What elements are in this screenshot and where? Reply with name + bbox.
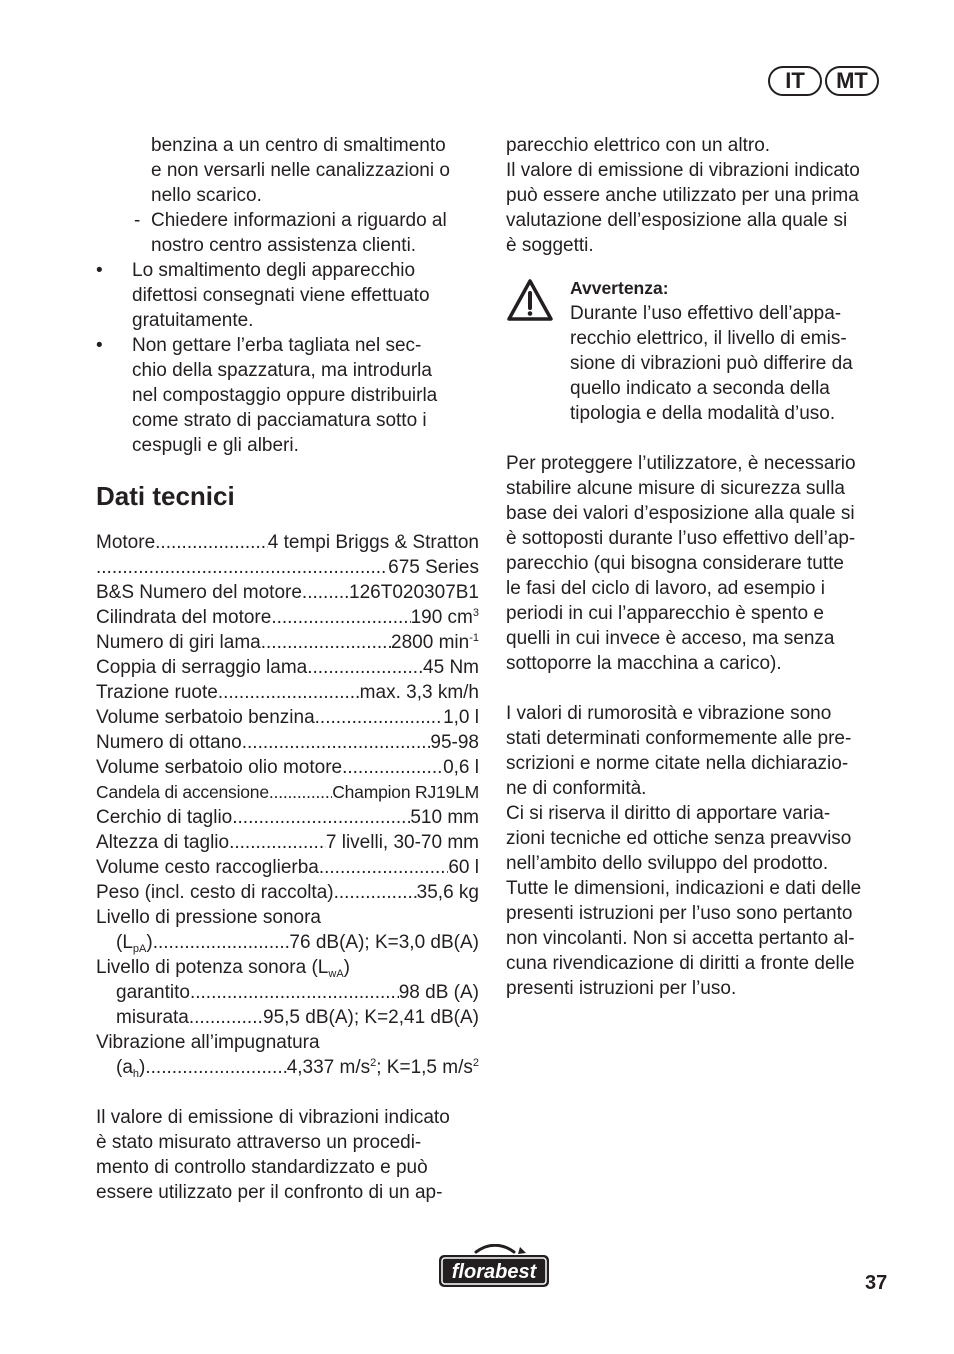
warning-triangle-icon <box>506 276 570 426</box>
text-line: benzina a un centro di smaltimento <box>151 135 446 156</box>
bullet-list-item <box>96 258 479 333</box>
section-heading: Dati tecnici <box>96 481 235 511</box>
warning-text <box>570 276 853 426</box>
text-line: è sottoposti durante l’uso effettivo dell’ap- <box>506 528 856 549</box>
text-line: nel compostaggio oppure distribuirla <box>132 385 438 406</box>
text-line: le fasi del ciclo di lavoro, ad esempio i <box>506 578 825 599</box>
text-line: come strato di pacciamatura sotto i <box>132 410 427 431</box>
spec-row-cilindrata: Cilindrata del motore ..... 190 $cm^3$ <box>96 605 479 630</box>
spec-row-altezza: Altezza di taglio ..... 7 livelli, 30-70 mm <box>96 830 479 855</box>
bullet-mark: • <box>96 335 103 356</box>
spec-title-potenza: Livello di potenza sonora $(L_{wA})$ <box>96 957 350 980</box>
spec-row-numero-motore: B&S Numero del motore ..... 126T020307B1 <box>96 580 479 605</box>
text-line: difettosi consegnati viene effettuato <box>132 285 430 306</box>
text-line: quello indicato a seconda della <box>570 378 830 399</box>
spec-row-motore: Motore ..... 4 tempi Briggs & Stratton <box>96 530 479 555</box>
language-badge-it: IT <box>768 66 822 96</box>
text-line: I valori di rumorosità e vibrazione sono <box>506 703 832 724</box>
spec-row-garantito: garantito ..... 98 dB (A) <box>96 980 479 1005</box>
spec-row-candela: Candela di accensione ..... Champion RJ19LM <box>96 780 479 805</box>
warning-box <box>506 276 890 426</box>
right-column <box>506 133 890 1001</box>
text-line: scrizioni e norme citate nella dichiarazio- <box>506 753 849 774</box>
emission-paragraph <box>96 1105 479 1205</box>
text-line: nell’ambito dello sviluppo del prodotto. <box>506 853 829 874</box>
text-line: periodi in cui l’apparecchio è spento e <box>506 603 824 624</box>
left-column <box>96 133 479 1205</box>
spec-row-olio: Volume serbatoio olio motore ..... 0,6 l <box>96 755 479 780</box>
text-line: nostro centro assistenza clienti. <box>151 235 417 256</box>
text-line: mento di controllo standardizzato e può <box>96 1157 428 1178</box>
text-line: Lo smaltimento degli apparecchio <box>132 260 416 281</box>
text-line: può essere anche utilizzato per una prima <box>506 185 859 206</box>
text-line: Il valore di emissione di vibrazioni indicato <box>96 1107 450 1128</box>
text-line: presenti istruzioni per l’uso. <box>506 978 737 999</box>
text-line: è soggetti. <box>506 235 594 256</box>
logo-text: florabest <box>451 1261 537 1283</box>
text-line: presenti istruzioni per l’uso sono pertanto <box>506 903 853 924</box>
text-line: non vincolanti. Non si accetta pertanto al- <box>506 928 855 949</box>
text-line: gratuitamente. <box>132 310 254 331</box>
text-line: valutazione dell’esposizione alla quale si <box>506 210 848 231</box>
text-line: Ci si riserva il diritto di apportare varia- <box>506 803 831 824</box>
text-line: è stato misurato attraverso un procedi- <box>96 1132 422 1153</box>
language-badges <box>768 66 879 96</box>
text-line: parecchio elettrico con un altro. <box>506 135 771 156</box>
spec-row-giri: Numero di giri lama ..... 2800 $\min^{-1}$ <box>96 630 479 655</box>
bullet-list-item <box>96 333 479 458</box>
warning-title: Avvertenza: <box>570 278 669 298</box>
text-line: tipologia e della modalità d’uso. <box>570 403 836 424</box>
florabest-logo <box>436 1244 552 1290</box>
spec-row-series: ..... 675 Series <box>96 555 479 580</box>
text-line: Per proteggere l’utilizzatore, è necessario <box>506 453 856 474</box>
text-line: ne di conformità. <box>506 778 647 799</box>
page-number: 37 <box>865 1272 888 1294</box>
text-line: e non versarli nelle canalizzazioni o <box>151 160 450 181</box>
spec-row-vibrazione: $(a_h)$ ..... 4,337 $m/s^2$; K=1,5 $m/s^2$ <box>96 1055 479 1080</box>
text-line: Il valore di emissione di vibrazioni indicato <box>506 160 860 181</box>
spec-row-cesto: Volume cesto raccoglierba ..... 60 l <box>96 855 479 880</box>
text-line: sottoporre la macchina a carico). <box>506 653 782 674</box>
language-badge-mt: MT <box>825 66 879 96</box>
text-line: nello scarico. <box>151 185 262 206</box>
text-line: cespugli e gli alberi. <box>132 435 299 456</box>
text-line: quelli in cui invece è acceso, ma senza <box>506 628 835 649</box>
spec-row-peso: Peso (incl. cesto di raccolta) ..... 35,6 kg <box>96 880 479 905</box>
paragraph-3 <box>506 701 890 1001</box>
text-line: base dei valori d’esposizione alla quale si <box>506 503 855 524</box>
spec-title-vibrazione: Vibrazione all’impugnatura <box>96 1032 320 1053</box>
dash-mark: - <box>134 210 141 231</box>
spec-row-cerchio: Cerchio di taglio ..... 510 mm <box>96 805 479 830</box>
text-line: Tutte le dimensioni, indicazioni e dati delle <box>506 878 862 899</box>
text-line: Non gettare l’erba tagliata nel sec- <box>132 335 422 356</box>
spec-row-misurata: misurata ..... 95,5 dB(A); K=2,41 dB(A) <box>96 1005 479 1030</box>
text-line: recchio elettrico, il livello di emis- <box>570 328 847 349</box>
text-line: sione di vibrazioni può differire da <box>570 353 853 374</box>
text-line: essere utilizzato per il confronto di un ap- <box>96 1182 443 1203</box>
dash-list-item <box>96 208 479 258</box>
text-line: stati determinati conformemente alle pre- <box>506 728 852 749</box>
spec-list <box>96 530 479 1080</box>
text-line: Durante l’uso effettivo dell’appa- <box>570 303 842 324</box>
text-line: zioni tecniche ed ottiche senza preavviso <box>506 828 852 849</box>
spec-row-pressione: $(L_{pA})$ ..... 76 dB(A); K=3,0 dB(A) <box>96 930 479 955</box>
paragraph-2 <box>506 451 890 676</box>
text-line: cuna rivendicazione di diritti a fronte delle <box>506 953 855 974</box>
text-line: parecchio (qui bisogna considerare tutte <box>506 553 844 574</box>
continued-paragraph <box>96 133 479 208</box>
text-line: chio della spazzatura, ma introdurla <box>132 360 432 381</box>
spec-row-coppia: Coppia di serraggio lama ..... 45 Nm <box>96 655 479 680</box>
bullet-mark: • <box>96 260 103 281</box>
spec-row-serbatoio: Volume serbatoio benzina ..... 1,0 l <box>96 705 479 730</box>
text-line: Chiedere informazioni a riguardo al <box>151 210 447 231</box>
paragraph-1 <box>506 133 890 258</box>
spec-title-pressione: Livello di pressione sonora <box>96 907 321 928</box>
spec-row-ottano: Numero di ottano ..... 95-98 <box>96 730 479 755</box>
spec-row-trazione: Trazione ruote ..... max. 3,3 km/h <box>96 680 479 705</box>
text-line: stabilire alcune misure di sicurezza sulla <box>506 478 845 499</box>
